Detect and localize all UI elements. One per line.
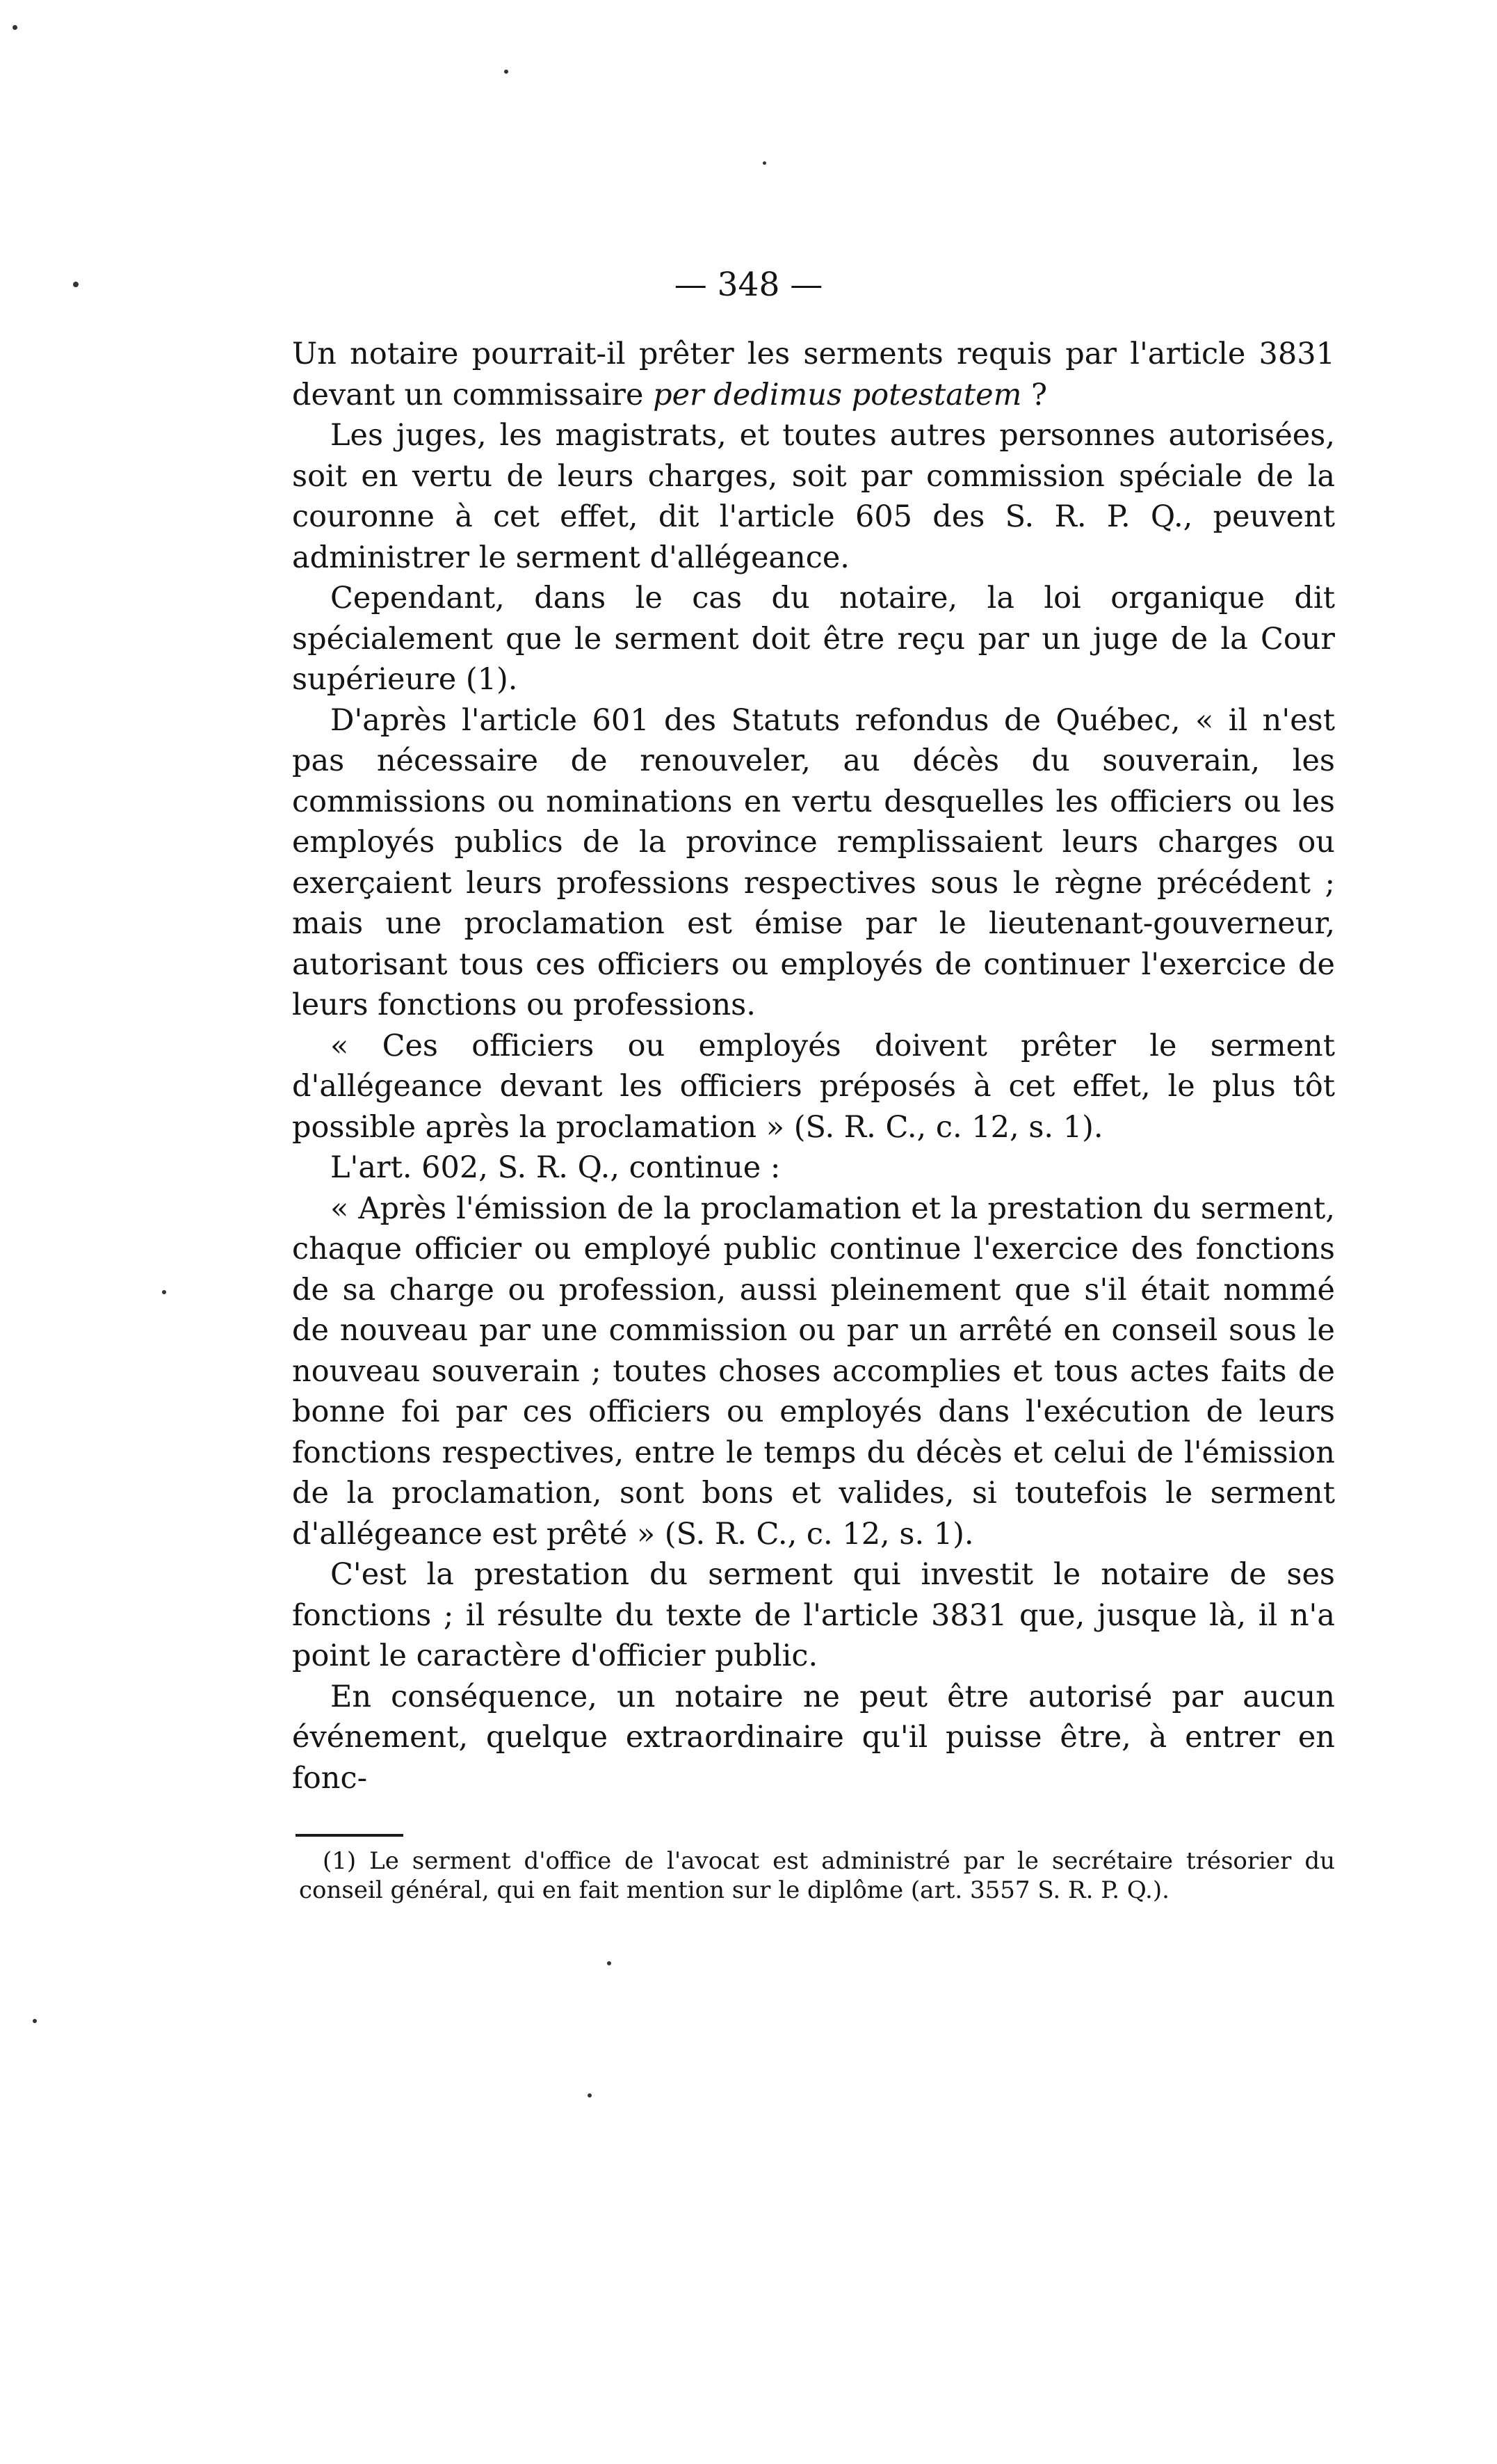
paragraph-p5 bbox=[292, 1026, 1335, 1148]
text-segment: « Après l'émission de la proclamation et la prestation du serment, chaque officier ou employé public continue l'exercice des fonctions de sa charge ou profession, aussi pleinement que s'il était nommé de nouveau par une commission ou par un arrêté en conseil sous le nouveau souverain ; toutes choses accomplies et tous actes faits de bonne foi par ces officiers ou employés dans l'exécution de leurs fonctions respectives, entre le temps du décès et celui de l'émission de la proclamation, sont bons et valides, si toutefois le serment d'allégeance est prêté » (S. R. C., c. 12, s. 1). bbox=[292, 1191, 1335, 1552]
text-segment: « Ces officiers ou employés doivent prêter le serment d'allégeance devant les officiers préposés à cet effet, le plus tôt possible après la proclamation » (S. R. C., c. 12, s. 1). bbox=[292, 1028, 1335, 1145]
paragraph-p8 bbox=[292, 1554, 1335, 1677]
text-segment: D'après l'article 601 des Statuts refondus de Québec, « il n'est pas nécessaire de renouveler, au décès du souverain, les commissions ou nominations en vertu desquelles les officiers ou les employés publics de la province remplissaient leurs charges ou exerçaient leurs professions respectives sous le règne précédent ; mais une proclamation est émise par le lieutenant-gouverneur, autorisant tous ces officiers ou employés de continuer l'exercice de leurs fonctions ou professions. bbox=[292, 702, 1335, 1022]
paragraph-p6 bbox=[292, 1148, 1335, 1189]
paragraph-p7 bbox=[292, 1189, 1335, 1555]
paragraph-p9 bbox=[292, 1677, 1335, 1799]
scan-speck bbox=[504, 70, 508, 74]
paragraph-p4 bbox=[292, 700, 1335, 1026]
scan-speck bbox=[588, 2093, 592, 2097]
text-segment: En conséquence, un notaire ne peut être autorisé par aucun événement, quelque extraordinaire qu'il puisse être, à entrer en fonc- bbox=[292, 1679, 1335, 1796]
italic-phrase: per dedimus potestatem bbox=[653, 377, 1022, 412]
footnote-fn1: (1) Le serment d'office de l'avocat est administré par le secrétaire trésorier du conseil général, qui en fait mention sur le diplôme (art. 3557 S. R. P. Q.). bbox=[299, 1847, 1335, 1904]
paragraph-p2 bbox=[292, 415, 1335, 578]
body-text bbox=[292, 334, 1335, 1798]
scan-speck bbox=[13, 25, 17, 30]
text-segment: Cependant, dans le cas du notaire, la loi organique dit spécialement que le serment doit être reçu par un juge de la Cour supérieure (1). bbox=[292, 581, 1335, 697]
text-segment: Les juges, les magistrats, et toutes autres personnes autorisées, soit en vertu de leurs charges, soit par commission spéciale de la couronne à cet effet, dit l'article 605 des S. R. P. Q., peuvent administrer le serment d'allégeance. bbox=[292, 418, 1335, 575]
scan-speck bbox=[607, 1961, 611, 1965]
scan-speck bbox=[162, 1290, 166, 1294]
text-segment: ? bbox=[1021, 377, 1048, 412]
paragraph-p1 bbox=[292, 334, 1335, 415]
text-segment: Un notaire pourrait-il prêter les serments requis par l'article 3831 devant un commissaire bbox=[292, 337, 1335, 412]
page-number: — 348 — bbox=[674, 266, 823, 304]
paragraph-p3 bbox=[292, 578, 1335, 700]
scan-speck bbox=[33, 2019, 37, 2023]
scan-speck bbox=[763, 161, 766, 165]
footnote-divider bbox=[296, 1834, 403, 1837]
text-segment: C'est la prestation du serment qui investit le notaire de ses fonctions ; il résulte du texte de l'article 3831 que, jusque là, il n'a point le caractère d'officier public. bbox=[292, 1557, 1335, 1673]
text-segment: L'art. 602, S. R. Q., continue : bbox=[330, 1150, 781, 1185]
